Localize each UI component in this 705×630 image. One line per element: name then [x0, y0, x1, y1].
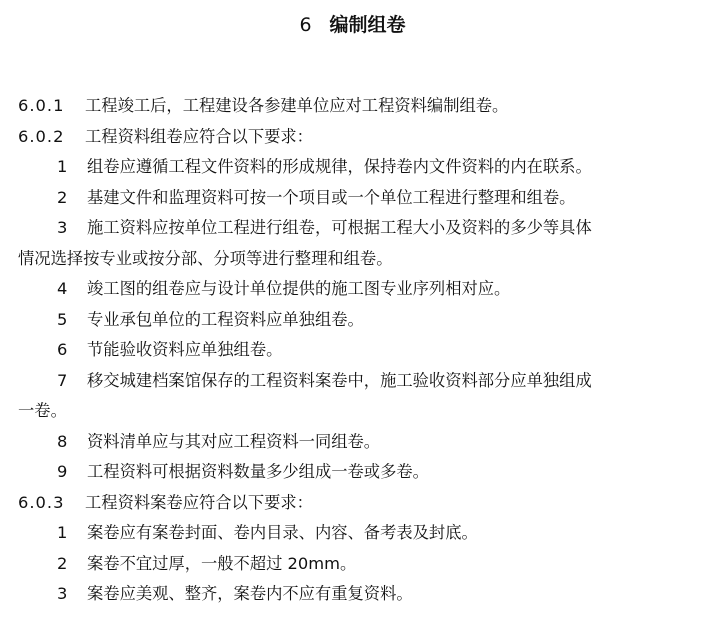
list-item — [18, 274, 688, 305]
list-item — [18, 366, 688, 397]
list-item-continuation: 情况选择按专业或按分部、分项等进行整理和组卷。 — [18, 248, 393, 268]
item-text: 专业承包单位的工程资料应单独组卷。 — [87, 309, 364, 329]
item-number: 1 — [57, 523, 68, 542]
item-number: 9 — [57, 462, 68, 481]
clause-6-0-2 — [18, 122, 688, 153]
item-number: 1 — [57, 157, 68, 176]
list-item — [18, 427, 688, 458]
list-item-continuation: 一卷。 — [18, 401, 67, 420]
item-number: 6 — [57, 340, 68, 359]
list-item — [18, 579, 688, 610]
clause-text: 工程资料案卷应符合以下要求： — [85, 492, 313, 512]
item-number: 5 — [57, 309, 68, 329]
item-number: 7 — [57, 370, 68, 390]
list-item — [18, 335, 688, 366]
clause-number: 6.0.3 — [18, 492, 65, 512]
item-text: 基建文件和监理资料可按一个项目或一个单位工程进行整理和组卷。 — [87, 187, 576, 207]
clause-6-0-1 — [18, 91, 688, 122]
item-number: 8 — [57, 431, 68, 451]
item-text: 移交城建档案馆保存的工程资料案卷中，施工验收资料部分应单独组成 — [87, 370, 592, 390]
item-text: 案卷应美观、整齐，案卷内不应有重复资料。 — [87, 584, 413, 603]
section-body — [18, 91, 688, 610]
clause-number: 6.0.2 — [18, 126, 65, 146]
clause-text: 工程竣工后，工程建设各参建单位应对工程资料编制组卷。 — [85, 96, 509, 115]
list-item — [18, 152, 688, 183]
list-item — [18, 457, 688, 488]
item-number: 2 — [57, 187, 68, 207]
item-text: 案卷不宜过厚，一般不超过 20mm。 — [87, 553, 357, 573]
item-text: 竣工图的组卷应与设计单位提供的施工图专业序列相对应。 — [87, 279, 511, 298]
list-item — [18, 305, 688, 336]
item-number: 3 — [57, 584, 68, 603]
list-item — [18, 518, 688, 549]
item-number: 2 — [57, 553, 68, 573]
list-item — [18, 183, 688, 214]
item-text: 资料清单应与其对应工程资料一同组卷。 — [87, 431, 381, 451]
clause-number: 6.0.1 — [18, 96, 65, 115]
item-text: 组卷应遵循工程文件资料的形成规律，保持卷内文件资料的内在联系。 — [87, 157, 592, 176]
list-item — [18, 549, 688, 580]
clause-6-0-3 — [18, 488, 688, 519]
item-text: 施工资料应按单位工程进行组卷，可根据工程大小及资料的多少等具体 — [87, 218, 592, 237]
item-text: 案卷应有案卷封面、卷内目录、内容、备考表及封底。 — [87, 523, 478, 542]
item-number: 4 — [57, 279, 68, 298]
section-title: 编制组卷 — [329, 14, 406, 36]
clause-text: 工程资料组卷应符合以下要求： — [85, 126, 313, 146]
item-number: 3 — [57, 218, 68, 237]
item-text: 工程资料可根据资料数量多少组成一卷或多卷。 — [87, 462, 429, 481]
section-number: 6 — [299, 14, 312, 36]
item-text: 节能验收资料应单独组卷。 — [87, 340, 283, 359]
section-heading — [0, 10, 705, 40]
list-item — [18, 213, 688, 244]
